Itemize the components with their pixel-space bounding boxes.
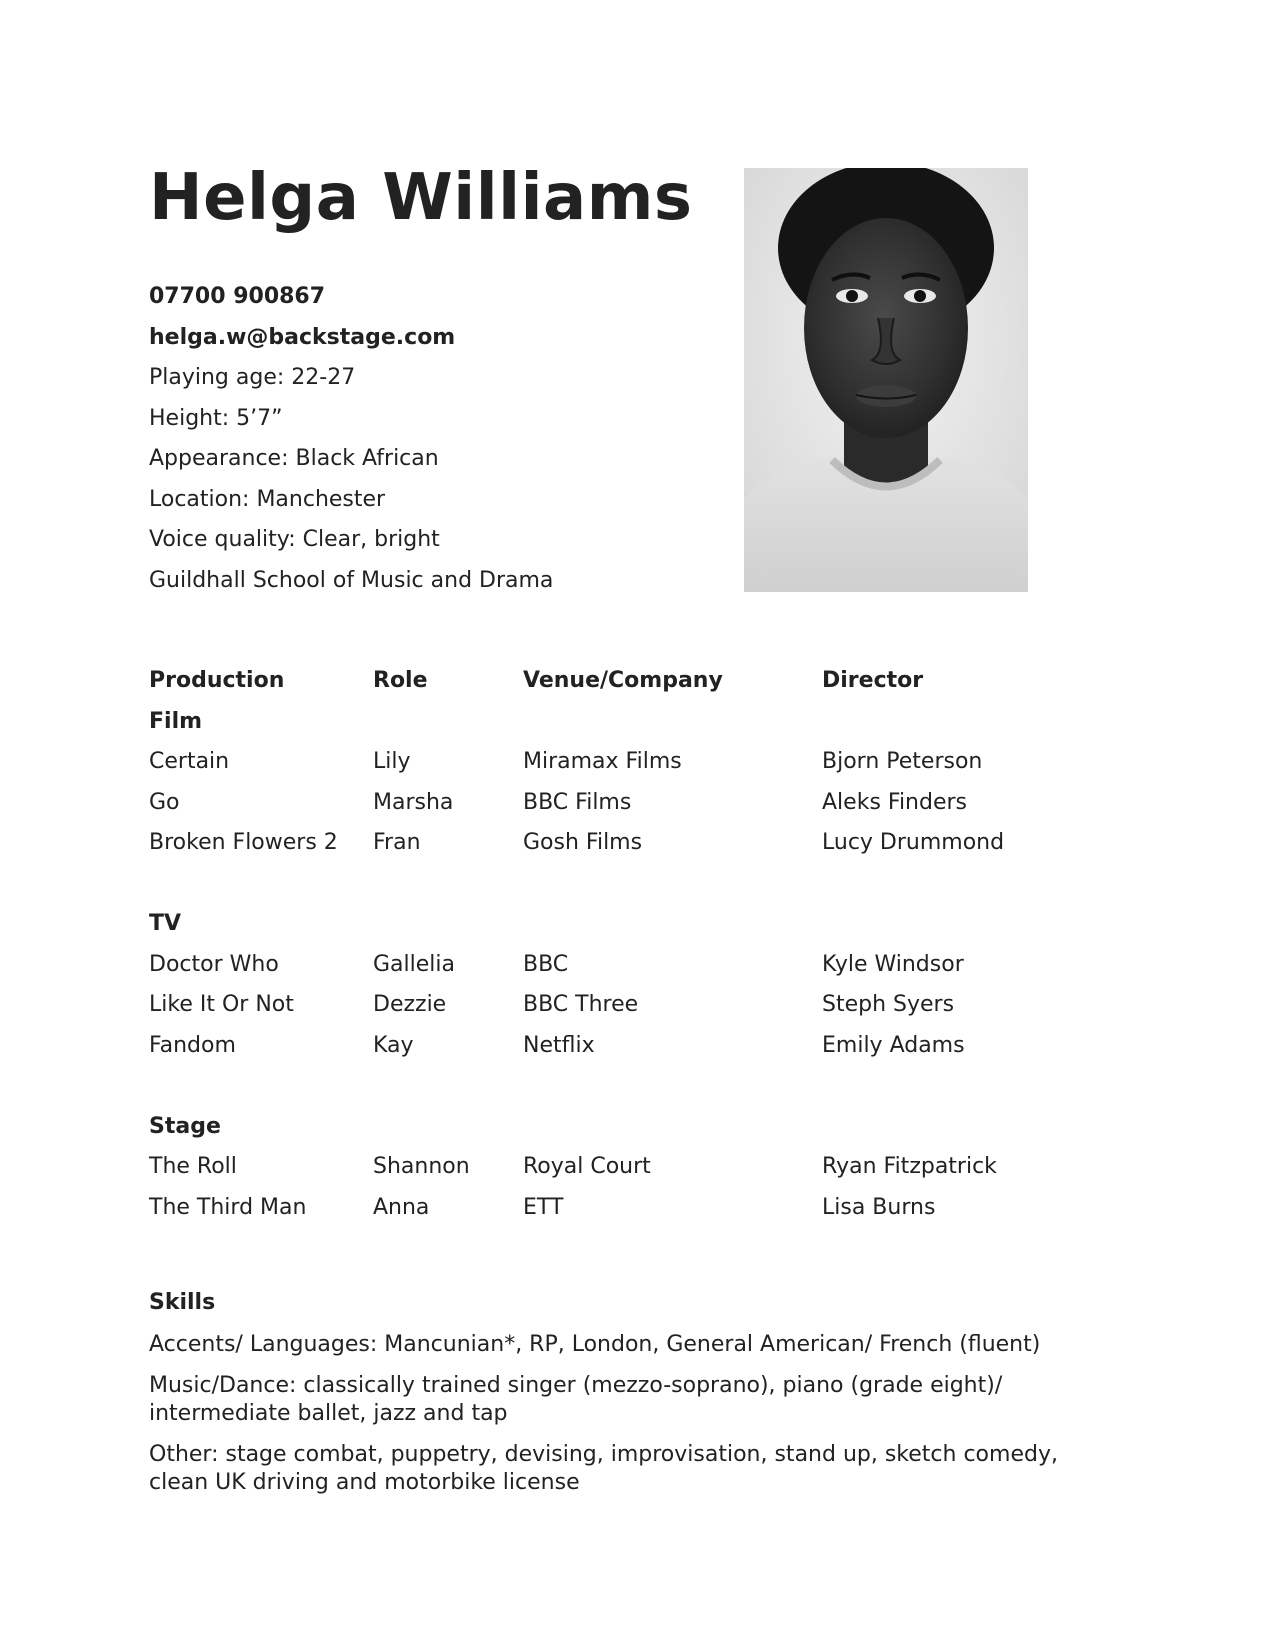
table-row bbox=[149, 749, 1149, 775]
section-spacer bbox=[149, 1073, 1149, 1114]
cell-production: Certain bbox=[149, 749, 230, 774]
cell-venue: Gosh Films bbox=[523, 830, 643, 855]
table-row bbox=[149, 1033, 1149, 1059]
cell-director: Emily Adams bbox=[822, 1032, 965, 1058]
cell-production: Fandom bbox=[149, 1032, 236, 1058]
section-tv-label: TV bbox=[149, 911, 182, 936]
height: Height: 5’7” bbox=[149, 405, 283, 431]
cell-production: Doctor Who bbox=[149, 951, 279, 977]
cell-venue: BBC Three bbox=[523, 992, 639, 1017]
skill-other: Other: stage combat, puppetry, devising, improvisation, stand up, sketch comedy, clean UK driving and motorbike license bbox=[149, 1441, 1058, 1495]
table-row bbox=[149, 952, 1149, 978]
email-address: helga.w@backstage.com bbox=[149, 324, 456, 350]
cell-role: Marsha bbox=[373, 789, 454, 815]
cell-venue: ETT bbox=[523, 1194, 564, 1220]
cell-venue: Royal Court bbox=[523, 1154, 651, 1179]
phone-number: 07700 900867 bbox=[149, 284, 326, 309]
cell-production: Broken Flowers 2 bbox=[149, 830, 338, 855]
cell-production: The Roll bbox=[149, 1154, 237, 1179]
table-row bbox=[149, 1195, 1149, 1221]
cell-role: Anna bbox=[373, 1194, 430, 1220]
playing-age: Playing age: 22-27 bbox=[149, 365, 356, 390]
cell-production: The Third Man bbox=[149, 1194, 307, 1220]
skills-title: Skills bbox=[149, 1290, 216, 1315]
contact-details bbox=[149, 284, 709, 608]
section-title-stage bbox=[149, 1114, 1149, 1140]
section-title-tv bbox=[149, 911, 1149, 937]
cell-director: Kyle Windsor bbox=[822, 951, 964, 977]
voice-quality: Voice quality: Clear, bright bbox=[149, 527, 440, 552]
appearance: Appearance: Black African bbox=[149, 446, 439, 471]
cell-venue: BBC Films bbox=[523, 789, 632, 815]
header-role: Role bbox=[373, 668, 428, 693]
credits-table bbox=[149, 668, 1149, 1235]
cell-role: Lily bbox=[373, 749, 411, 774]
cell-director: Aleks Finders bbox=[822, 789, 968, 815]
credits-header-row bbox=[149, 668, 1149, 694]
cell-director: Bjorn Peterson bbox=[822, 749, 983, 774]
cell-director: Lucy Drummond bbox=[822, 830, 1005, 855]
header-production: Production bbox=[149, 668, 285, 693]
cell-director: Steph Syers bbox=[822, 992, 955, 1017]
cell-role: Fran bbox=[373, 830, 421, 855]
cell-role: Gallelia bbox=[373, 951, 455, 977]
table-row bbox=[149, 790, 1149, 816]
header-venue-company: Venue/Company bbox=[523, 668, 723, 693]
cell-venue: Miramax Films bbox=[523, 749, 682, 774]
section-spacer bbox=[149, 871, 1149, 912]
header-director: Director bbox=[822, 668, 924, 693]
cell-director: Ryan Fitzpatrick bbox=[822, 1154, 997, 1179]
skill-accents-languages: Accents/ Languages: Mancunian*, RP, London, General American/ French (fluent) bbox=[149, 1331, 1041, 1357]
cell-director: Lisa Burns bbox=[822, 1194, 936, 1220]
headshot-photo bbox=[744, 168, 1028, 592]
cell-role: Shannon bbox=[373, 1154, 470, 1179]
skill-music-dance: Music/Dance: classically trained singer (mezzo-soprano), piano (grade eight)/ intermediate ballet, jazz and tap bbox=[149, 1372, 1003, 1426]
cell-production: Go bbox=[149, 789, 180, 815]
cell-role: Kay bbox=[373, 1032, 414, 1058]
actor-name: Helga Williams bbox=[149, 161, 693, 235]
location: Location: Manchester bbox=[149, 486, 386, 512]
table-row bbox=[149, 1154, 1149, 1180]
section-title-film bbox=[149, 709, 1149, 735]
cell-role: Dezzie bbox=[373, 992, 447, 1017]
table-row bbox=[149, 830, 1149, 856]
cell-production: Like It Or Not bbox=[149, 992, 294, 1017]
section-stage-label: Stage bbox=[149, 1113, 221, 1139]
cell-venue: Netflix bbox=[523, 1032, 595, 1058]
cell-venue: BBC bbox=[523, 951, 569, 977]
training: Guildhall School of Music and Drama bbox=[149, 567, 554, 593]
section-film-label: Film bbox=[149, 708, 203, 734]
table-row bbox=[149, 992, 1149, 1018]
skills-section bbox=[149, 1290, 1129, 1510]
